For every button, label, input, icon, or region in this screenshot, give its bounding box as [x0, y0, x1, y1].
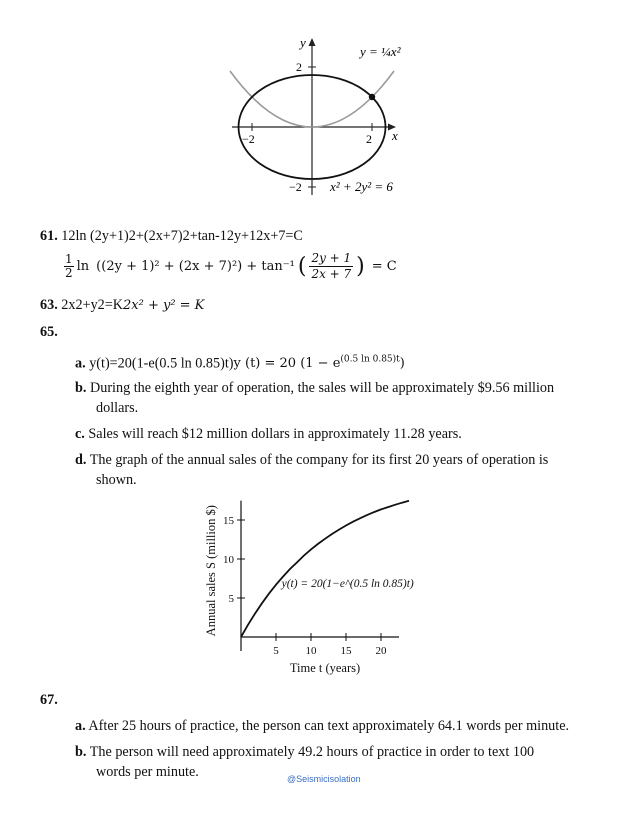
part-b-line2: dollars. — [96, 400, 139, 416]
part-a-formula — [234, 356, 405, 371]
part-c-label: c. — [75, 426, 85, 442]
problem-65-a — [75, 350, 405, 374]
problem-67-b — [75, 742, 534, 762]
chart-x-tick-label: 15 — [340, 645, 352, 657]
part-a-text: y(t)=20(1-e(0.5 ln 0.85)t) — [89, 355, 234, 372]
problem-63-number: 63. — [40, 297, 58, 313]
part-a-formula-end: ) — [399, 356, 405, 372]
problem-67-number: 67. — [40, 692, 58, 708]
problem-65-c — [75, 424, 462, 444]
chart-sales-curve — [241, 501, 409, 637]
chart-y-axis-label: Annual sales S (million $) — [204, 505, 218, 637]
intersection-point — [369, 94, 375, 100]
ellipse-parabola-figure — [0, 0, 638, 205]
part-d-line2: shown. — [96, 472, 137, 488]
watermark: @Seismicisolation — [287, 774, 361, 784]
part-a-label: a. — [75, 718, 86, 734]
part-b-line2: words per minute. — [96, 764, 199, 780]
formula-ln: ln — [76, 258, 90, 274]
part-c-text: Sales will reach $12 million dollars in approximately 11.28 years. — [88, 426, 462, 442]
part-d-line1: The graph of the annual sales of the company for its first 20 years of operation is — [89, 452, 549, 468]
problem-65-b — [75, 378, 554, 398]
chart-y-tick-label: 10 — [223, 554, 234, 566]
formula-rhs: = C — [371, 258, 397, 274]
formula-body: ((2y + 1)² + (2x + 7)²) + tan⁻¹ — [96, 258, 295, 274]
tick-label-x-pos: 2 — [366, 132, 372, 146]
part-b-label: b. — [75, 380, 87, 396]
chart-x-tick-label: 10 — [305, 645, 317, 657]
chart-annotation: y(t) = 20(1−e^(0.5 ln 0.85)t) — [281, 578, 414, 591]
part-a-label: a. — [75, 355, 86, 372]
x-axis-label: x — [392, 128, 398, 143]
problem-63-text: 2x2+y2=K — [61, 297, 123, 313]
problem-65-number: 65. — [40, 324, 58, 340]
part-b-line1: During the eighth year of operation, the sales will be approximately $9.56 million — [89, 380, 555, 396]
tick-label-y-pos: 2 — [296, 60, 302, 74]
problem-63-line — [40, 295, 204, 316]
chart-y-tick-label: 5 — [228, 593, 234, 605]
fraction-bottom: 2 — [65, 265, 73, 280]
chart-y-tick-label: 15 — [223, 515, 234, 527]
problem-61-number: 61. — [40, 228, 58, 244]
part-a-text: After 25 hours of practice, the person can text approximately 64.1 words per minute. — [88, 718, 570, 734]
chart-x-tick-label: 5 — [273, 645, 279, 657]
paren-open: ( — [297, 253, 307, 279]
chart-x-axis-label: Time t (years) — [289, 661, 361, 675]
part-a-formula-lhs: y (t) = 20 (1 − e — [233, 356, 341, 372]
problem-65-d — [75, 450, 548, 470]
inner-fraction-top: 2y + 1 — [311, 250, 352, 265]
problem-61-text: 12ln (2y+1)2+(2x+7)2+tan-12y+12x+7=C — [61, 228, 303, 244]
chart-x-tick-label: 20 — [375, 645, 387, 657]
ellipse-label: x² + 2y² = 6 — [330, 179, 393, 194]
sales-chart — [195, 490, 435, 675]
problem-67-a — [75, 716, 569, 736]
part-a-formula-exponent: (0.5 ln 0.85)t — [340, 355, 400, 365]
paren-close: ) — [356, 253, 365, 279]
problem-61-line — [40, 226, 303, 246]
formula-half-fraction — [64, 253, 74, 280]
formula-inner-fraction — [309, 251, 353, 282]
inner-fraction-bottom: 2x + 7 — [311, 266, 352, 281]
fraction-top: 1 — [65, 251, 73, 266]
part-d-label: d. — [75, 452, 87, 468]
parabola-label: y = ¼x² — [360, 44, 401, 59]
part-b-label: b. — [75, 744, 87, 760]
part-b-line1: The person will need approximately 49.2 hours of practice in order to text 100 — [89, 744, 535, 760]
problem-61-formula — [64, 246, 397, 286]
y-axis-label: y — [300, 35, 306, 50]
problem-63-formula: 2x² + y² = K — [123, 298, 205, 313]
y-axis-arrow — [309, 38, 316, 46]
tick-label-x-neg: −2 — [242, 132, 255, 146]
tick-label-y-neg: −2 — [289, 180, 302, 194]
